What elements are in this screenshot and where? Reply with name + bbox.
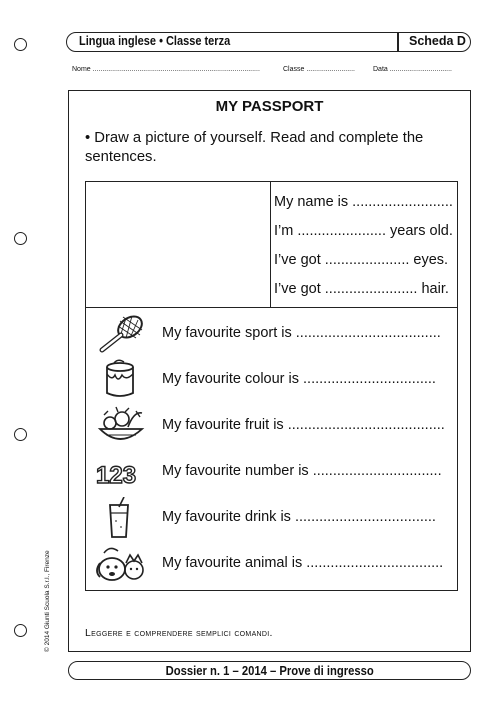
classe-label: Classe — [283, 66, 305, 73]
binder-hole-1 — [14, 38, 27, 51]
name-line — [72, 66, 260, 73]
nome-field[interactable]: ...................................................................................... — [92, 66, 260, 73]
fav-fruit-text[interactable]: My favourite fruit is ....................................... — [162, 417, 445, 433]
fav-animal-text[interactable]: My favourite animal is .................................. — [162, 555, 444, 571]
tennis-racket-icon — [92, 313, 148, 357]
worksheet-box — [68, 90, 471, 652]
scheda-label: Scheda D — [409, 34, 466, 48]
binder-hole-3 — [14, 428, 27, 441]
header-bar — [66, 32, 471, 52]
dog-cat-icon — [92, 543, 148, 587]
fav-row-fruit — [86, 405, 457, 449]
data-label: Data — [373, 66, 388, 73]
copyright-text: © 2014 Giunti Scuola S.r.l., Firenze — [44, 550, 51, 652]
data-line — [373, 66, 452, 73]
fav-row-colour — [86, 359, 457, 403]
page-title: MY PASSPORT — [215, 98, 324, 115]
fav-drink-text[interactable]: My favourite drink is ................................... — [162, 509, 436, 525]
paint-pot-icon — [92, 359, 148, 403]
info-line-age[interactable]: I’m ...................... years old. — [274, 223, 453, 239]
binder-hole-2 — [14, 232, 27, 245]
data-field[interactable]: ................................ — [389, 66, 452, 73]
info-line-name[interactable]: My name is ......................... — [274, 194, 453, 210]
nome-label: Nome — [72, 66, 91, 73]
fav-row-drink — [86, 497, 457, 541]
grid-divider — [86, 307, 457, 308]
passport-grid — [85, 181, 458, 591]
fav-row-sport — [86, 313, 457, 357]
footer-text: Dossier n. 1 – 2014 – Prove di ingresso — [165, 664, 374, 678]
info-line-eyes[interactable]: I’ve got ..................... eyes. — [274, 252, 449, 268]
classe-line — [283, 66, 355, 73]
fav-row-animal — [86, 543, 457, 587]
header-title: Lingua inglese • Classe terza — [79, 34, 231, 48]
drink-glass-icon — [92, 497, 148, 541]
info-line-hair[interactable]: I’ve got ....................... hair. — [274, 281, 449, 297]
self-portrait-area[interactable] — [86, 182, 271, 307]
binder-hole-4 — [14, 624, 27, 637]
footer-bar — [68, 661, 471, 680]
fav-number-text[interactable]: My favourite number is ................................ — [162, 463, 442, 479]
fav-colour-text[interactable]: My favourite colour is ................................. — [162, 371, 436, 387]
instruction-text: • Draw a picture of yourself. Read and complete the sentences. — [85, 130, 424, 165]
numbers-123-icon — [92, 451, 148, 495]
classe-field[interactable]: ......................... — [306, 66, 355, 73]
svg-text:123: 123 — [96, 462, 137, 489]
fav-sport-text[interactable]: My favourite sport is .................................... — [162, 325, 441, 341]
fav-row-number — [86, 451, 457, 495]
fruit-bowl-icon — [92, 405, 148, 449]
skill-note: Leggere e comprendere semplici comandi. — [85, 627, 273, 639]
header-divider — [397, 32, 399, 52]
